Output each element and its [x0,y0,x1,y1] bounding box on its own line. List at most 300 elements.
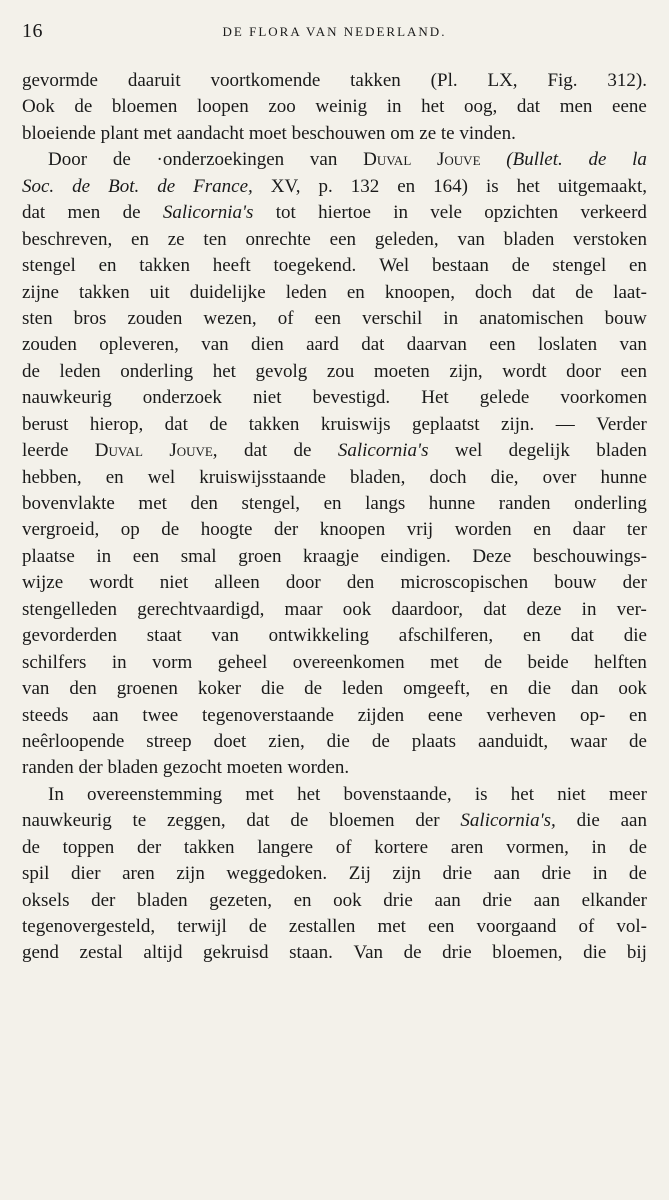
word: takken [139,255,190,277]
word: overeenkomen [292,651,405,673]
word: spil [22,863,50,885]
word: of [578,916,595,937]
word: en [523,625,541,647]
word: van [201,334,229,356]
word: drie [442,942,472,964]
text-line [22,623,647,649]
word: steeds [22,704,69,726]
word: duidelijke [189,281,266,303]
word: door [566,360,601,382]
word: in [96,545,112,567]
word: tot [275,202,296,224]
word: hoogte [200,519,253,541]
word: bovenvlakte [22,493,115,514]
small-caps-word: Jouve [437,149,481,171]
word: van [619,334,647,356]
word: worden [454,519,512,541]
italic-word: (Bullet. [506,149,563,171]
word: den [69,678,97,700]
word: aren [122,863,155,885]
word: is [485,175,499,197]
word: leerde [22,440,69,462]
word: toppen [62,836,115,858]
word: gevolg [255,360,308,382]
text-line [22,332,647,358]
word: de [209,413,228,435]
word: staat [146,625,182,647]
word: die [576,810,600,832]
word: zijn [176,863,205,885]
word: gevormde [22,70,98,91]
word: drie [442,863,473,885]
word: vele [430,202,462,224]
word: Het [421,387,449,409]
word: men [67,202,101,224]
word: daardoor, [391,598,463,620]
word: aan [620,810,647,832]
word: bros [73,307,107,329]
text-line [22,808,647,834]
word: hierop, [89,413,144,435]
word: dat [516,96,541,118]
word: — [555,413,575,435]
word: Door [48,149,88,171]
word: het [421,96,445,118]
word: loopen [196,96,249,118]
word: met [377,916,406,937]
word: wordt [502,360,547,382]
word: de [293,440,312,462]
word: doch [429,466,467,488]
word: dat [246,810,270,832]
word: of [335,836,352,858]
word: terwijl [177,916,227,937]
word: Wel [379,255,410,277]
text-line [22,835,647,861]
word: loslaten [538,334,598,356]
word: de [575,281,594,303]
word: een [489,334,516,356]
page-header [22,20,647,46]
word: waar [570,730,608,752]
word: de [403,942,422,964]
word: Verder [596,413,647,435]
word: koker [197,678,242,700]
word: vol- [616,916,647,937]
word: en [105,466,124,488]
word: drie [541,863,572,885]
word: aren [450,836,484,858]
word: die, [490,466,519,488]
word: wel [454,440,483,462]
word: ter [626,519,647,541]
word: Deze [472,545,512,567]
italic-word: France, [193,175,253,197]
word: men [559,96,593,118]
word: die [583,942,607,964]
word: den [190,493,218,514]
word: Zij [348,863,371,885]
word: zouden [22,334,77,356]
word: onrechte [245,228,311,250]
word: zijden [357,704,405,726]
word: te [132,810,147,832]
word: wezen, [203,307,257,329]
text-line [22,121,647,147]
word: niet [557,783,586,805]
word: van [22,678,50,700]
text-line [22,888,647,914]
text-line [22,782,647,808]
word: dat [483,598,507,620]
word: kraagje [303,545,359,567]
running-title: DE FLORA VAN NEDERLAND. [222,24,447,39]
word: deze [526,598,562,620]
word: drie [482,889,512,911]
word: beschreven, [22,228,113,250]
word: de [22,360,40,382]
word: bladen [596,440,647,462]
small-caps-word: Jouve, [169,440,218,462]
text-line [22,68,647,94]
word: neêrloopende [22,730,125,752]
word: aan [533,889,560,911]
word: beide [527,651,569,673]
word: ook [342,598,372,620]
word: gend [22,942,59,964]
text-line [22,147,647,173]
word: takken [248,413,300,435]
word: langere [257,836,314,858]
word: 312). [607,70,647,91]
text-line [22,465,647,491]
text-line [22,94,647,120]
italic-word: Soc. [22,175,55,197]
word: knoopen, [384,281,456,303]
word: door [285,572,321,594]
word: drie [383,889,413,911]
word: (Pl. [430,70,458,91]
word: dien [251,334,284,356]
word: groenen [116,678,178,700]
word: zijn, [449,360,483,382]
word: oksels [22,889,70,911]
word: bouw [604,307,647,329]
word: zijn. [501,413,535,435]
word: doch [475,281,512,303]
word: ze [167,228,185,250]
word: gelede [479,387,530,409]
word: de [122,202,141,224]
word: zouden [127,307,183,329]
word: XV, [270,175,301,197]
word: in [111,651,127,673]
word: vrij [406,519,434,541]
word: zou [326,360,355,382]
word: afschilferen, [398,625,494,647]
word: anatomischen [479,307,584,329]
word: Van [353,942,384,964]
word: daar [572,519,606,541]
word: een [314,307,342,329]
word: en [98,255,117,277]
word: takken [183,836,235,858]
word: voorgaand [476,916,557,937]
word: de [304,678,323,700]
word: aard [306,334,339,356]
word: dat [164,413,188,435]
word: zeggen, [167,810,226,832]
word: bevestigd. [312,387,391,409]
word: kruiswijs [320,413,391,435]
word: met [245,783,274,805]
word: elkander [581,889,647,911]
word: dat [570,625,594,647]
word: hunne [600,466,647,488]
word: gekruisd [203,942,269,964]
word: aan [493,863,520,885]
word: het [516,175,540,197]
word: die [623,625,647,647]
word: overeenstemming [87,783,223,805]
word: schilfers [22,651,87,673]
word: staan. [289,942,333,964]
word: geleden, [374,228,439,250]
word: Ook [22,96,55,118]
word: langs [365,493,406,514]
word: uitgemaakt, [557,175,647,197]
word: ten [203,228,227,250]
italic-word: Salicornia's, [460,810,556,832]
text-line [22,544,647,570]
word: in [591,836,607,858]
word: niet [253,387,282,409]
word: die [527,678,552,700]
body-text [22,68,647,967]
word: omgeeft, [403,678,471,700]
word: oog, [463,96,498,118]
word: de [484,651,503,673]
word: p. [318,175,333,197]
word: gevorderden [22,625,117,647]
word: in [443,307,459,329]
word: dier [71,863,101,885]
page-number: 16 [22,20,43,42]
word: stengelleden [22,598,117,620]
word: nauwkeurig [22,387,112,409]
word: en [629,255,647,277]
small-caps-word: Duval [94,440,143,462]
word: de [161,519,180,541]
text-line [22,729,647,755]
word: weggedoken. [226,863,328,885]
word: over [542,466,577,488]
word: die [261,678,285,700]
word: de [371,730,390,752]
word: maar [284,598,323,620]
word: der [622,572,647,594]
word: dat [531,281,556,303]
word: verstoken [573,228,647,250]
word: wel [147,466,176,488]
word: streep [146,730,192,752]
word: een [620,360,647,382]
word: de [511,255,530,277]
word: den [346,572,375,594]
word: gerechtvaardigd, [137,598,265,620]
word: alleen [214,572,260,594]
word: en [490,678,508,700]
word: met [430,651,459,673]
word: op [120,519,140,541]
word: laat- [613,281,647,303]
word: microscopischen [400,572,529,594]
word: die [326,730,350,752]
word: zestal [79,942,123,964]
text-line [22,597,647,623]
word: ook [333,889,362,911]
italic-word: Salicornia's [162,202,254,224]
word: hebben, [22,466,82,488]
word: randen der bladen gezocht moeten worden. [22,757,350,779]
word: en [397,175,416,197]
word: onderzoek [142,387,222,409]
word: en [533,519,552,541]
word: der [415,810,440,832]
word: de [22,836,40,858]
word: in [393,202,408,224]
italic-word: la [632,149,647,171]
word: opzichten [484,202,559,224]
word: smal [180,545,217,567]
word: beschouwings- [532,545,647,567]
word: Fig. [547,70,578,91]
italic-word: de [588,149,607,171]
word: geplaatst [412,413,480,435]
text-line [22,517,647,543]
word: dan [571,678,599,700]
word: niet [159,572,189,594]
text-line [22,914,647,940]
word: in [581,598,597,620]
word: is [474,783,488,805]
text-line [22,253,647,279]
text-line [22,650,647,676]
word: een [132,545,160,567]
word: in [592,863,608,885]
word: een [329,228,357,250]
word: verheven [486,704,557,726]
word: groen [238,545,282,567]
word: de [290,810,309,832]
text-line [22,491,647,517]
word: en [629,704,647,726]
text-line [22,306,647,332]
word: leden [285,281,327,303]
word: nauwkeurig [22,810,112,832]
word: dat [22,202,46,224]
text-line [22,676,647,702]
text-line [22,412,647,438]
word: bladen [503,228,555,250]
word: stengel, [241,493,301,514]
word: daarvan [406,334,467,356]
text-line [22,280,647,306]
word: moeten [373,360,430,382]
text-line [22,570,647,596]
word: stengel [552,255,607,277]
word: 164) [433,175,468,197]
word: takken [350,70,401,91]
word: doet [213,730,247,752]
word: geheel [217,651,268,673]
text-line [22,940,647,966]
text-line [22,359,647,385]
word: degelijk [508,440,570,462]
text-line [22,703,647,729]
word: bovenstaande, [343,783,452,805]
word: stengel [22,255,76,277]
word: voortkomende [210,70,321,91]
word: een [428,916,455,937]
word: weinig [315,96,368,118]
word: verkeerd [580,202,647,224]
word: voorkomen [560,387,647,409]
word: bladen [136,889,188,911]
word: der [91,889,116,911]
word: en [346,281,365,303]
italic-word: de [157,175,176,197]
word: ook [618,678,647,700]
word: knoopen [319,519,386,541]
word: in [386,96,402,118]
word: altijd [143,942,183,964]
word: LX, [487,70,518,91]
word: wijze [22,572,64,594]
word: bouw [554,572,597,594]
word: eene [427,704,463,726]
word: bij [626,942,647,964]
word: randen [498,493,551,514]
word: en [131,228,149,250]
word: aan [434,889,461,911]
word: hunne [428,493,476,514]
text-line [22,227,647,253]
word: met [138,493,167,514]
word: aan [92,704,119,726]
word: In [48,783,64,805]
word: twee [142,704,179,726]
word: berust [22,413,69,435]
word: bloemen [111,96,178,118]
word: bloemen, [492,942,563,964]
word: zoo [268,96,296,118]
word: en [323,493,342,514]
word: de [629,730,647,752]
word: bladen, [350,466,406,488]
word: onderling [574,493,647,514]
word: sten [22,307,53,329]
word: uit [149,281,170,303]
word: dat [243,440,268,462]
word: van [309,149,338,171]
word: tegenovergesteld, [22,916,156,937]
word: zijne [22,281,59,303]
word: helften [594,651,647,673]
word: gezeten, [209,889,273,911]
word: de [248,916,267,937]
italic-word: Salicornia's [337,440,429,462]
